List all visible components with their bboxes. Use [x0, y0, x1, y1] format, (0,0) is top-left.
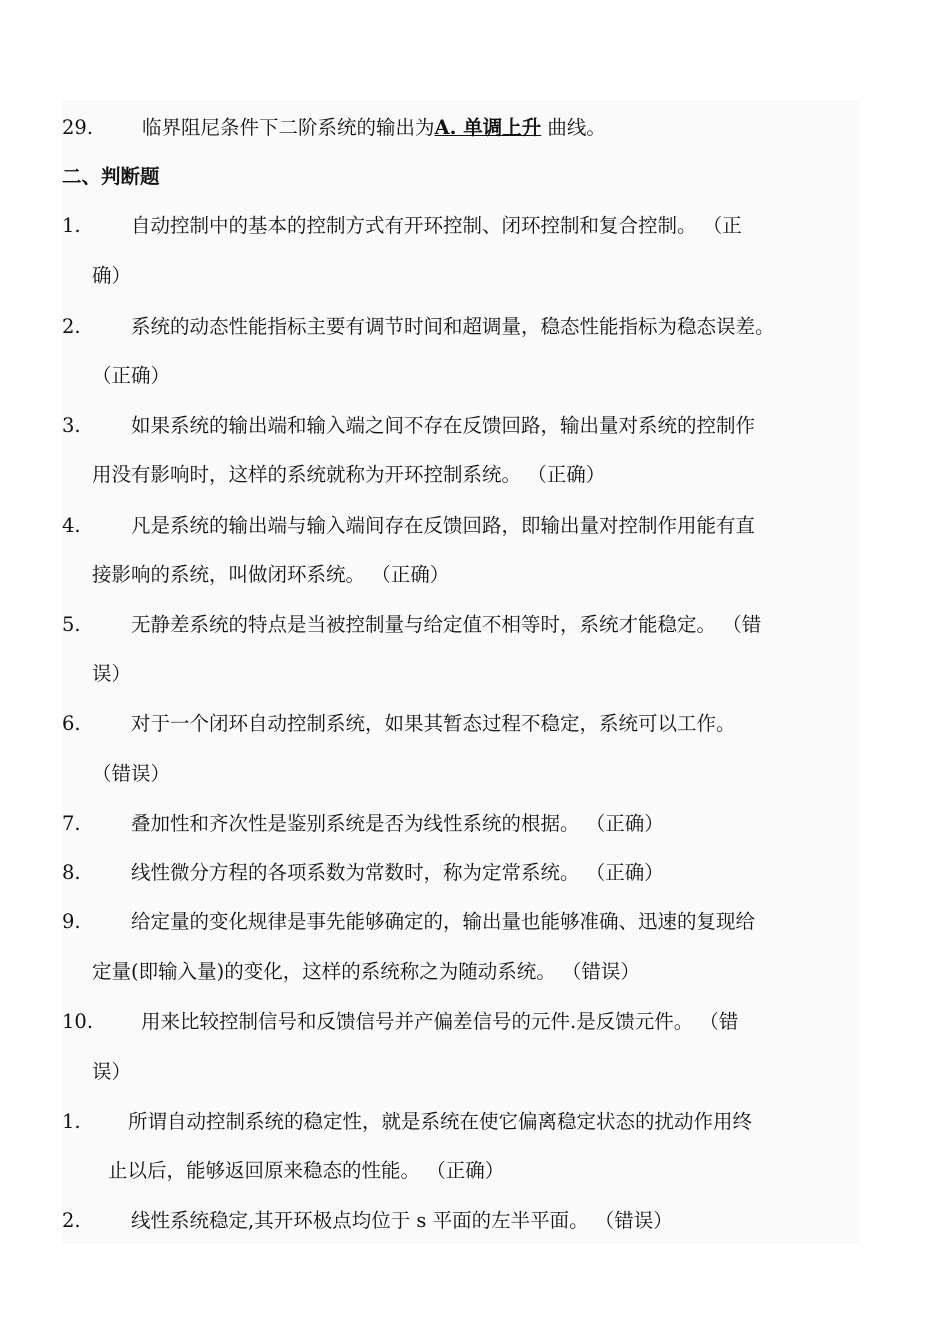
item-text-line1: 自动控制中的基本的控制方式有开环控制、闭环控制和复合控制。 （正	[131, 214, 742, 237]
question-29-prefix: 临界阻尼条件下二阶系统的输出为	[142, 116, 435, 139]
question-29-answer: A. 单调上升	[434, 116, 542, 139]
item-text-line1: 所谓自动控制系统的稳定性，就是系统在使它偏离稳定状态的扰动作用终	[128, 1110, 753, 1133]
item-text-line2: （错误）	[92, 762, 171, 785]
item-number: 1.	[62, 1110, 81, 1133]
item-text-line2: 接影响的系统，叫做闭环系统。 （正确）	[92, 563, 450, 586]
item-text-line1: 叠加性和齐次性是鉴别系统是否为线性系统的根据。 （正确）	[131, 812, 664, 835]
item-number: 4.	[62, 514, 81, 537]
item-text-line1: 对于一个闭环自动控制系统，如果其暂态过程不稳定，系统可以工作。	[131, 712, 736, 735]
item-number: 2.	[62, 315, 81, 338]
item-text-line2: 误）	[92, 1060, 132, 1083]
question-29-suffix: 曲线。	[541, 116, 606, 139]
item-text-line2: 止以后，能够返回原来稳态的性能。 （正确）	[108, 1159, 505, 1182]
item-text-line1: 用来比较控制信号和反馈信号并产偏差信号的元件.是反馈元件。 （错	[141, 1010, 739, 1033]
question-29-number: 29.	[62, 116, 94, 139]
item-number: 3.	[62, 414, 81, 437]
question-29-text	[142, 116, 606, 140]
item-text-line2: （正确）	[92, 364, 171, 387]
item-text-line2: 定量(即输入量)的变化，这样的系统称之为随动系统。 （错误）	[92, 960, 640, 983]
item-number: 1.	[62, 214, 81, 237]
item-text-line1: 线性微分方程的各项系数为常数时，称为定常系统。 （正确）	[131, 861, 664, 884]
item-text-line1: 凡是系统的输出端与输入端间存在反馈回路，即输出量对控制作用能有直	[131, 514, 756, 537]
item-number: 5.	[62, 613, 81, 636]
item-number: 8.	[62, 861, 81, 884]
item-text-line2: 用没有影响时，这样的系统就称为开环控制系统。 （正确）	[92, 463, 606, 486]
item-text-line2: 确）	[92, 264, 132, 287]
item-number: 6.	[62, 712, 81, 735]
item-number: 9.	[62, 910, 81, 933]
item-text-line1: 给定量的变化规律是事先能够确定的，输出量也能够准确、迅速的复现给	[131, 910, 756, 933]
item-text-line1: 线性系统稳定,其开环极点均位于 s 平面的左半平面。 （错误）	[131, 1209, 673, 1232]
section-title: 二、判断题	[62, 165, 160, 188]
item-number: 7.	[62, 812, 81, 835]
item-number: 2.	[62, 1209, 81, 1232]
item-text-line1: 如果系统的输出端和输入端之间不存在反馈回路，输出量对系统的控制作	[131, 414, 756, 437]
item-text-line1: 无静差系统的特点是当被控制量与给定值不相等时，系统才能稳定。 （错	[131, 613, 762, 636]
item-number: 10.	[62, 1010, 94, 1033]
item-text-line1: 系统的动态性能指标主要有调节时间和超调量，稳态性能指标为稳态误差。	[131, 315, 775, 338]
page-content-area	[62, 100, 860, 1244]
item-text-line2: 误）	[92, 662, 132, 685]
